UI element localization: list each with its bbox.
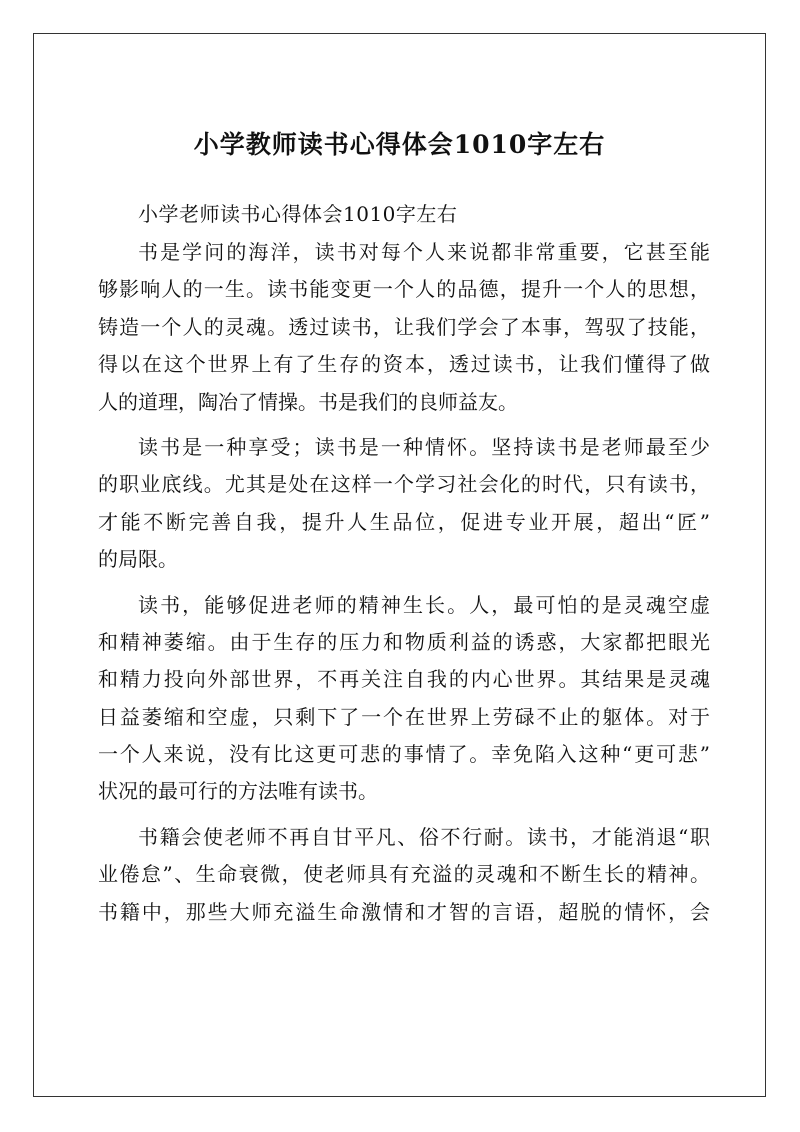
paragraph-3 (98, 587, 710, 811)
text-line: 铸造一个人的灵魂。透过读书，让我们学会了本事，驾驭了技能， (98, 314, 710, 339)
text-line: 业倦怠”、生命衰微，使老师具有充溢的灵魂和不断生长的精神。 (98, 862, 710, 887)
text-line: 读书是一种享受；读书是一种情怀。坚持读书是老师最至少 (138, 434, 710, 459)
text-line: 人的道理，陶冶了情操。书是我们的良师益友。 (98, 389, 518, 414)
text-line: 日益萎缩和空虚，只剩下了一个在世界上劳碌不止的躯体。对于 (98, 704, 710, 729)
paragraph-4 (98, 819, 710, 931)
document-body (98, 194, 710, 939)
text-line: 状况的最可行的方法唯有读书。 (98, 779, 378, 804)
text-line: 够影响人的一生。读书能变更一个人的品德，提升一个人的思想， (98, 277, 710, 302)
text-line: 的局限。 (98, 547, 178, 572)
text-line: 的职业底线。尤其是处在这样一个学习社会化的时代，只有读书， (98, 472, 710, 497)
paragraph-1 (98, 234, 710, 421)
text-line: 书籍中，那些大师充溢生命激情和才智的言语，超脱的情怀，会 (98, 899, 710, 924)
text-line: 书籍会使老师不再自甘平凡、俗不行耐。读书，才能消退“职 (138, 824, 710, 849)
text-line: 和精神萎缩。由于生存的压力和物质利益的诱惑，大家都把眼光 (98, 629, 710, 654)
text-line: 读书，能够促进老师的精神生长。人，最可怕的是灵魂空虚 (138, 592, 710, 617)
text-line: 才能不断完善自我，提升人生品位，促进专业开展，超出“匠” (98, 509, 710, 534)
text-line: 一个人来说，没有比这更可悲的事情了。幸免陷入这种“更可悲” (98, 742, 710, 767)
text-line: 和精力投向外部世界，不再关注自我的内心世界。其结果是灵魂 (98, 667, 710, 692)
text-line: 得以在这个世界上有了生存的资本，透过读书，让我们懂得了做 (98, 352, 710, 377)
paragraph-2 (98, 429, 710, 579)
text-line: 书是学问的海洋，读书对每个人来说都非常重要，它甚至能 (138, 240, 710, 264)
document-title: 小学教师读书心得体会1010字左右 (193, 130, 606, 159)
document-subtitle: 小学老师读书心得体会1010字左右 (138, 202, 458, 226)
